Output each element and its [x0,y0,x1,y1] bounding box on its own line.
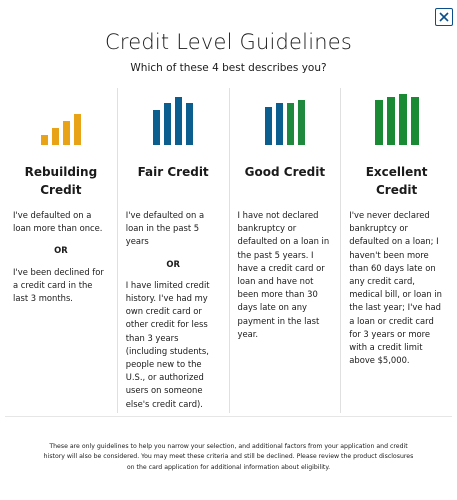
excellent-bars-icon [349,88,444,145]
excellent-title-line1: Excellent Credit [365,165,428,197]
rebuilding-text-2: I've been declined for a credit card in the last 3 months. [13,266,104,304]
excellent-bar [375,100,383,145]
fair-bars-icon [126,88,221,145]
good-bar [276,103,283,145]
close-icon [438,11,450,23]
dialog-title: Credit Level Guidelines [104,30,353,54]
rebuilding-bar [74,114,81,145]
rebuilding-title-line2: Credit [40,183,82,197]
credit-level-rebuilding[interactable] [5,88,117,413]
good-bar [298,100,305,145]
credit-level-fair[interactable] [117,88,229,413]
rebuilding-title-line1: Rebuilding [24,165,98,179]
footer-divider [5,416,452,417]
rebuilding-bars-icon [13,88,109,145]
fair-bar [175,97,182,145]
rebuilding-title [13,163,109,203]
fair-text-1: I've defaulted on a loan in the past 5 years [125,210,205,247]
good-bars-icon [238,88,333,145]
rebuilding-bar [41,135,48,145]
excellent-bar [387,97,395,145]
close-button[interactable] [435,8,453,26]
good-text-1: I have not declared bankruptcy or defaulted on a loan in the past 5 years. I have a credit card or loan and have not been more than 30 days late on any payment in the last year. [237,210,330,339]
rebuilding-bar [63,121,70,145]
fair-or: OR [166,258,180,269]
good-description [238,209,333,341]
excellent-description [349,209,444,367]
fair-bar [164,103,171,145]
good-bar [265,107,272,145]
good-bar [287,103,294,145]
fair-text-2: I have limited credit history. I've had my own credit card or other credit for less than 3 years (including students, people new to the U.S., or authorized users on someone else's credit card). [125,279,210,409]
rebuilding-or: OR [54,245,68,256]
excellent-title [349,163,444,203]
rebuilding-bar [52,128,59,145]
good-title-line1: Good Credit [244,165,326,179]
dialog-subtitle: Which of these 4 best describes you? [130,62,327,74]
credit-levels [5,88,452,413]
fair-description [126,209,221,411]
fair-title [126,163,221,203]
eligibility-disclaimer: These are only guidelines to help you narrow your selection, and additional factors from your application and credit history will also be considered. You may meet these criteria and still be declined. Please review the product disclosures on the card application for additional information about eligibility. [43,443,414,471]
good-title [238,163,333,203]
credit-level-excellent[interactable] [340,88,452,413]
excellent-bar [411,97,419,145]
excellent-bar [399,94,407,145]
excellent-text-1: I've never declared bankruptcy or defaulted on a loan; I haven't been more than 60 days late on any credit card, medical bill, or loan in the last year; I've had a loan or credit card for 3 years or more with a credit limit above $5,000. [349,210,442,366]
rebuilding-text-1: I've defaulted on a loan more than once. [13,210,103,234]
credit-level-good[interactable] [229,88,341,413]
fair-title-line1: Fair Credit [137,165,209,179]
fair-bar [186,103,193,145]
rebuilding-description [13,209,109,305]
fair-bar [153,110,160,145]
